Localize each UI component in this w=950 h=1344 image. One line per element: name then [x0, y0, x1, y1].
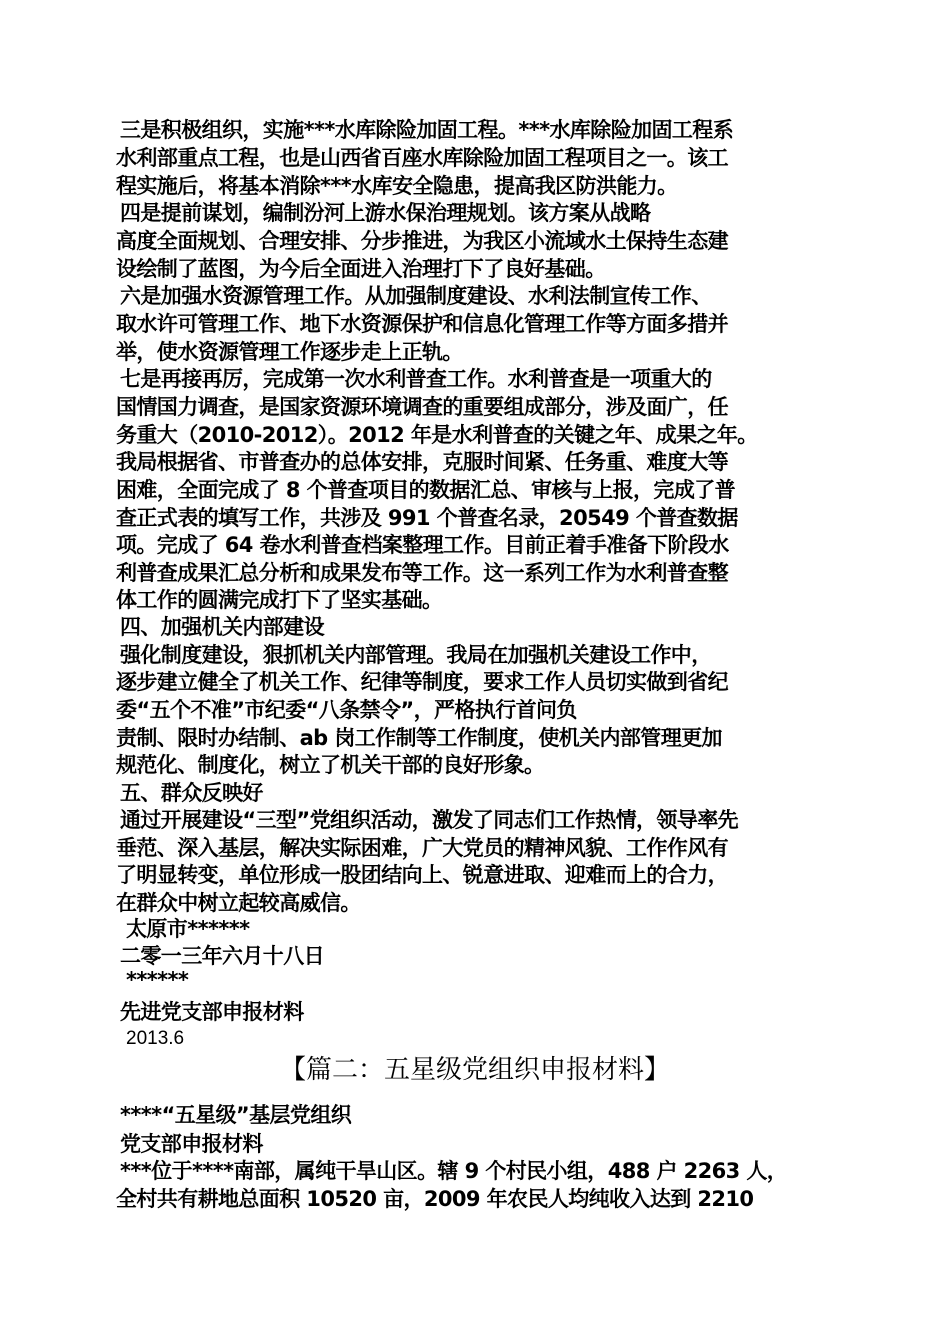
body-line: 水利部重点工程，也是山西省百座水库除险加固工程项目之一。该工	[116, 146, 728, 170]
section-title: 五、群众反映好	[120, 781, 263, 805]
body-line: 全村共有耕地总面积 10520 亩，2009 年农民人均纯收入达到 2210	[116, 1187, 754, 1211]
body-line: 三是积极组织，实施***水库除险加固工程。***水库除险加固工程系	[120, 118, 734, 142]
body-line: 利普查成果汇总分析和成果发布等工作。这一系列工作为水利普查整	[116, 561, 728, 585]
body-line: 规范化、制度化，树立了机关干部的良好形象。	[116, 753, 545, 777]
body-line: 举，使水资源管理工作逐步走上正轨。	[116, 340, 463, 364]
signature-org: 太原市******	[126, 917, 250, 941]
section-heading: 【篇二：五星级党组织申报材料】	[279, 1055, 670, 1085]
body-line: 困难，全面完成了 8 个普查项目的数据汇总、审核与上报，完成了普	[116, 478, 736, 502]
cover-title: 先进党支部申报材料	[120, 1000, 304, 1024]
section-title: 四、加强机关内部建设	[120, 615, 324, 639]
body-line: 国情国力调查，是国家资源环境调查的重要组成部分，涉及面广，任	[116, 395, 728, 419]
doc-title: ****“五星级”基层党组织	[120, 1103, 352, 1127]
body-line: 务重大（2010-2012）。2012 年是水利普查的关键之年、成果之年。	[116, 423, 758, 447]
body-line: 了明显转变，单位形成一股团结向上、锐意进取、迎难而上的合力，	[116, 863, 728, 887]
body-line: 四是提前谋划，编制汾河上游水保治理规划。该方案从战略	[120, 201, 651, 225]
body-line: ***位于****南部，属纯干旱山区。辖 9 个村民小组，488 户 2263 人，	[120, 1159, 788, 1183]
cover-date: 2013.6	[126, 1028, 185, 1049]
body-line: 六是加强水资源管理工作。从加强制度建设、水利法制宣传工作、	[120, 284, 712, 308]
body-line: 项。完成了 64 卷水利普查档案整理工作。目前正着手准备下阶段水	[116, 533, 729, 557]
body-line: 程实施后，将基本消除***水库安全隐患，提高我区防洪能力。	[116, 174, 678, 198]
body-line: 垂范、深入基层，解决实际困难，广大党员的精神风貌、工作作风有	[116, 836, 728, 860]
body-line: 责制、限时办结制、ab 岗工作制等工作制度，使机关内部管理更加	[116, 726, 722, 750]
doc-subtitle: 党支部申报材料	[120, 1132, 263, 1156]
body-line: 强化制度建设，狠抓机关内部管理。我局在加强机关建设工作中，	[120, 643, 712, 667]
body-line: 通过开展建设“三型”党组织活动，激发了同志们工作热情，领导率先	[120, 808, 739, 832]
body-line: 体工作的圆满完成打下了坚实基础。	[116, 588, 443, 612]
body-line: 设绘制了蓝图，为今后全面进入治理打下了良好基础。	[116, 257, 606, 281]
body-line: 委“五个不准”市纪委“八条禁令”，严格执行首问负	[116, 698, 577, 722]
signature-date: 二零一三年六月十八日	[120, 944, 324, 968]
body-line: 逐步建立健全了机关工作、纪律等制度，要求工作人员切实做到省纪	[116, 670, 728, 694]
signature-mask: ******	[126, 969, 189, 991]
body-line: 查正式表的填写工作，共涉及 991 个普查名录，20549 个普查数据	[116, 506, 738, 530]
body-line: 七是再接再厉，完成第一次水利普查工作。水利普查是一项重大的	[120, 367, 712, 391]
body-line: 我局根据省、市普查办的总体安排，克服时间紧、任务重、难度大等	[116, 450, 728, 474]
body-line: 取水许可管理工作、地下水资源保护和信息化管理工作等方面多措并	[116, 312, 728, 336]
body-line: 高度全面规划、合理安排、分步推进，为我区小流域水土保持生态建	[116, 229, 728, 253]
body-line: 在群众中树立起较高威信。	[116, 891, 361, 915]
